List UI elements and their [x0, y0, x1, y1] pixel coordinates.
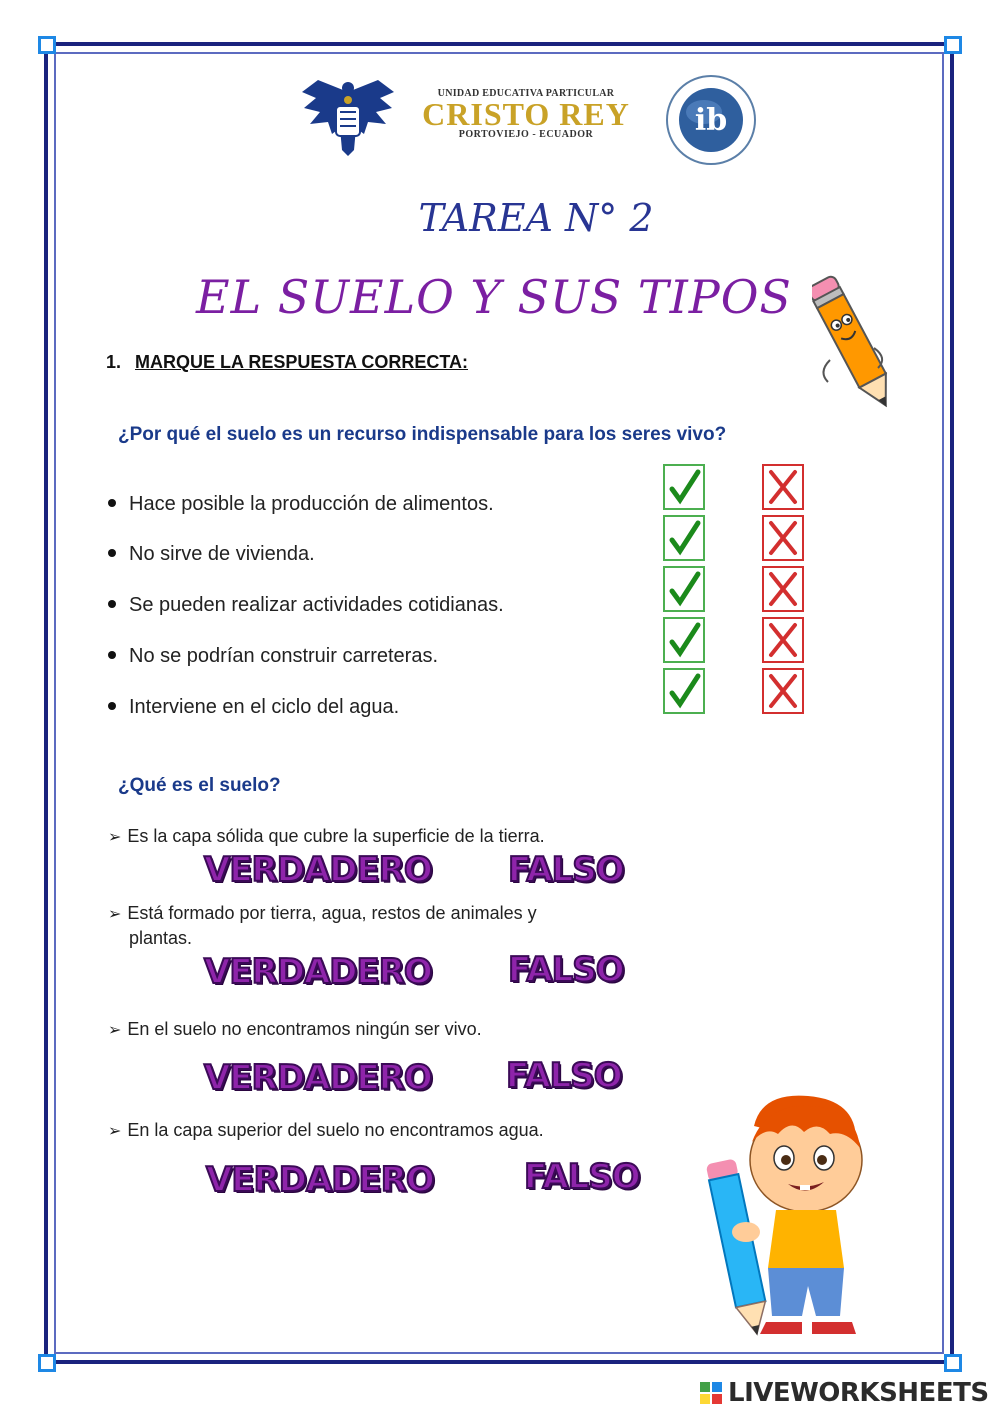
list-item-text: No sirve de vivienda. [129, 543, 315, 565]
arrow-bullet-icon: ➢ [108, 1123, 122, 1140]
eagle-crest-icon [298, 72, 398, 158]
arrow-bullet-icon: ➢ [108, 829, 122, 846]
border-corner [38, 36, 56, 54]
true-option-button[interactable]: VERDADERO [204, 1058, 432, 1098]
liveworksheets-brand [700, 1376, 989, 1410]
school-name-block [406, 88, 646, 140]
false-option-button[interactable]: FALSO [506, 1056, 622, 1096]
check-option-button[interactable] [663, 617, 705, 663]
check-option-button[interactable] [663, 515, 705, 561]
bullet-icon [108, 600, 116, 608]
boy-with-pencil-icon [706, 1090, 896, 1342]
statement-text: En el suelo no encontramos ningún ser vivo. [127, 1019, 482, 1039]
page-title: EL SUELO Y SUS TIPOS [196, 270, 792, 324]
question-2: ¿Qué es el suelo? [118, 775, 281, 796]
section-number: 1. [106, 352, 122, 372]
assignment-number: TAREA N° 2 [418, 196, 654, 240]
list-item-text: Se pueden realizar actividades cotidianas. [129, 594, 504, 616]
cross-option-button[interactable] [762, 515, 804, 561]
cross-option-button[interactable] [762, 617, 804, 663]
false-option-button[interactable]: FALSO [508, 950, 624, 990]
list-item-text: No se podrían construir carreteras. [129, 645, 439, 667]
statement-text-continued: plantas. [129, 928, 193, 948]
arrow-bullet-icon: ➢ [108, 1022, 122, 1039]
cross-icon [764, 619, 802, 661]
cross-icon [764, 517, 802, 559]
list-item [108, 493, 494, 516]
school-name: CRISTO REY [422, 96, 630, 132]
true-option-button[interactable]: VERDADERO [204, 952, 432, 992]
list-item [108, 594, 504, 617]
section-label: MARQUE LA RESPUESTA CORRECTA: [135, 352, 469, 372]
list-item [108, 696, 399, 719]
statement-text: En la capa superior del suelo no encontramos agua. [127, 1120, 544, 1140]
liveworksheets-logo-icon [700, 1382, 722, 1404]
ib-logo-text: ib [694, 103, 728, 138]
cross-icon [764, 466, 802, 508]
checkmark-icon [665, 670, 703, 712]
school-line-1: UNIDAD EDUCATIVA PARTICULAR [437, 88, 615, 99]
checkmark-icon [665, 466, 703, 508]
checkmark-icon [665, 568, 703, 610]
list-item-text: Interviene en el ciclo del agua. [129, 696, 400, 718]
check-option-button[interactable] [663, 464, 705, 510]
false-option-button[interactable]: FALSO [524, 1157, 640, 1197]
bullet-icon [108, 549, 116, 557]
checkmark-icon [665, 619, 703, 661]
section-heading [106, 352, 468, 373]
cross-icon [764, 568, 802, 610]
cross-option-button[interactable] [762, 668, 804, 714]
bullet-icon [108, 499, 116, 507]
cross-option-button[interactable] [762, 566, 804, 612]
border-corner [944, 36, 962, 54]
checkmark-icon [665, 517, 703, 559]
check-option-button[interactable] [663, 566, 705, 612]
arrow-bullet-icon: ➢ [108, 906, 122, 923]
bullet-icon [108, 702, 116, 710]
true-option-button[interactable]: VERDADERO [204, 850, 432, 890]
statement-item [108, 1117, 544, 1145]
list-item [108, 543, 315, 566]
question-1: ¿Por qué el suelo es un recurso indispensable para los seres vivo? [118, 424, 727, 445]
border-corner [944, 1354, 962, 1372]
true-option-button[interactable]: VERDADERO [206, 1160, 434, 1200]
statement-item [108, 823, 545, 851]
statement-item [108, 900, 537, 928]
false-option-button[interactable]: FALSO [508, 850, 624, 890]
list-item-text: Hace posible la producción de alimentos. [129, 493, 494, 515]
school-location: PORTOVIEJO - ECUADOR [458, 129, 594, 140]
brand-name: LIVEWORKSHEETS [728, 1378, 989, 1408]
bullet-icon [108, 651, 116, 659]
statement-item [108, 1016, 482, 1044]
border-corner [38, 1354, 56, 1372]
cross-icon [764, 670, 802, 712]
pencil-mascot-icon [812, 264, 892, 430]
list-item [108, 645, 438, 668]
statement-text: Está formado por tierra, agua, restos de animales y [127, 903, 537, 923]
cross-option-button[interactable] [762, 464, 804, 510]
statement-text: Es la capa sólida que cubre la superficie de la tierra. [127, 826, 545, 846]
ib-world-school-icon [656, 72, 766, 168]
check-option-button[interactable] [663, 668, 705, 714]
